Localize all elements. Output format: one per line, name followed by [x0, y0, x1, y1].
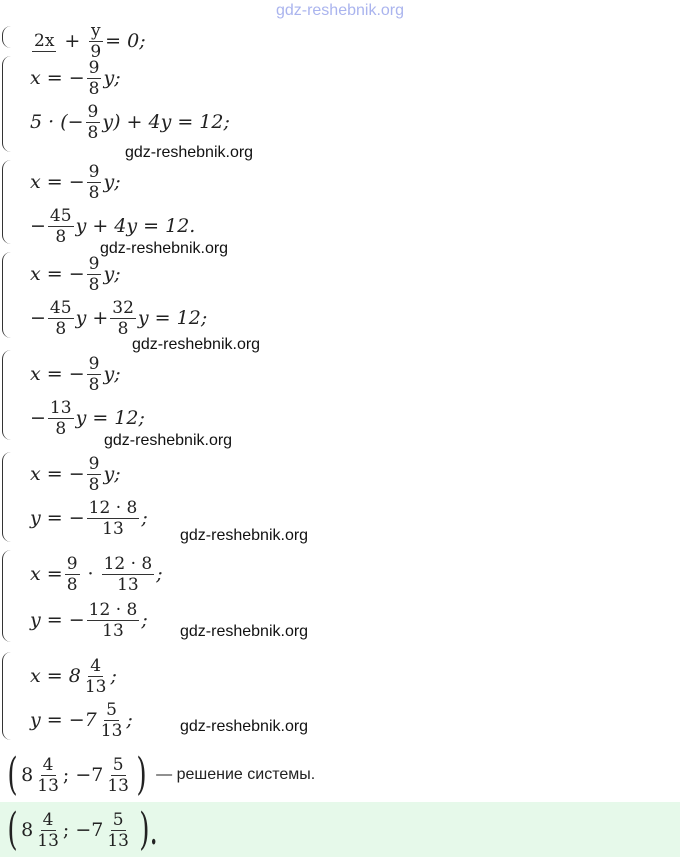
frac: 2x: [34, 30, 55, 51]
brace-5: [2, 452, 11, 542]
watermark: gdz-reshebnik.org: [132, 336, 261, 353]
s3-line-2: − $\frac{45}{8}$ y + $\frac{32}{8}$ y = 12;: [30, 297, 208, 339]
s2-line-1: x = − $\frac{9}{8}$ y;: [30, 161, 121, 203]
s7-line-2: y = −7 $\frac{5}{13}$ ;: [30, 699, 133, 741]
brace-2: [2, 160, 11, 244]
watermark: gdz-reshebnik.org: [180, 718, 309, 735]
s4-line-2: − $\frac{13}{8}$ y = 12;: [30, 397, 145, 439]
result-line: ( 8 $\frac{4}{13}$ ; −7 $\frac{5}{13}$ ) — решение системы.: [7, 749, 316, 800]
watermark: gdz-reshebnik.org: [180, 623, 309, 640]
s1-line-1: 2x + $\frac{y}{9}$ = 0;: [34, 20, 146, 62]
s4-line-1: x = − $\frac{9}{8}$ y;: [30, 353, 121, 395]
watermark: gdz-reshebnik.org: [100, 240, 229, 257]
watermark: gdz-reshebnik.org: [180, 527, 309, 544]
s6-line-2: y = − $\frac{12 \cdot 8}{13}$ ;: [30, 599, 148, 641]
watermark-top: gdz-reshebnik.org: [275, 2, 405, 19]
brace-4: [2, 350, 11, 440]
s3-line-1: x = − $\frac{9}{8}$ y;: [30, 253, 121, 295]
s5-line-1: x = − $\frac{9}{8}$ y;: [30, 453, 121, 495]
s7-line-1: x = 8 $\frac{4}{13}$ ;: [30, 655, 117, 697]
s1-line-2: x = − $\frac{9}{8}$ y;: [30, 57, 121, 99]
s1-line-3: 5 · (− $\frac{9}{8}$ y) + 4y = 12;: [30, 101, 230, 143]
watermark: gdz-reshebnik.org: [104, 432, 233, 449]
brace-6: [2, 550, 11, 642]
brace-1b: [2, 56, 11, 152]
brace-3: [2, 252, 11, 338]
brace-7: [2, 652, 11, 740]
result-note: — решение системы.: [156, 766, 316, 783]
s5-line-2: y = − $\frac{12 \cdot 8}{13}$ ;: [30, 497, 148, 539]
frac: $\frac{y}{9}$: [90, 20, 102, 62]
brace-1: [2, 26, 11, 48]
s6-line-1: x = $\frac{9}{8}$ · $\frac{12 \cdot 8}{13}$ ;: [30, 553, 163, 595]
answer-line: ( 8 $\frac{4}{13}$ ; −7 $\frac{5}{13}$ ).: [7, 804, 158, 855]
s2-line-2: − $\frac{45}{8}$ y + 4y = 12.: [30, 205, 196, 247]
watermark: gdz-reshebnik.org: [125, 144, 254, 161]
